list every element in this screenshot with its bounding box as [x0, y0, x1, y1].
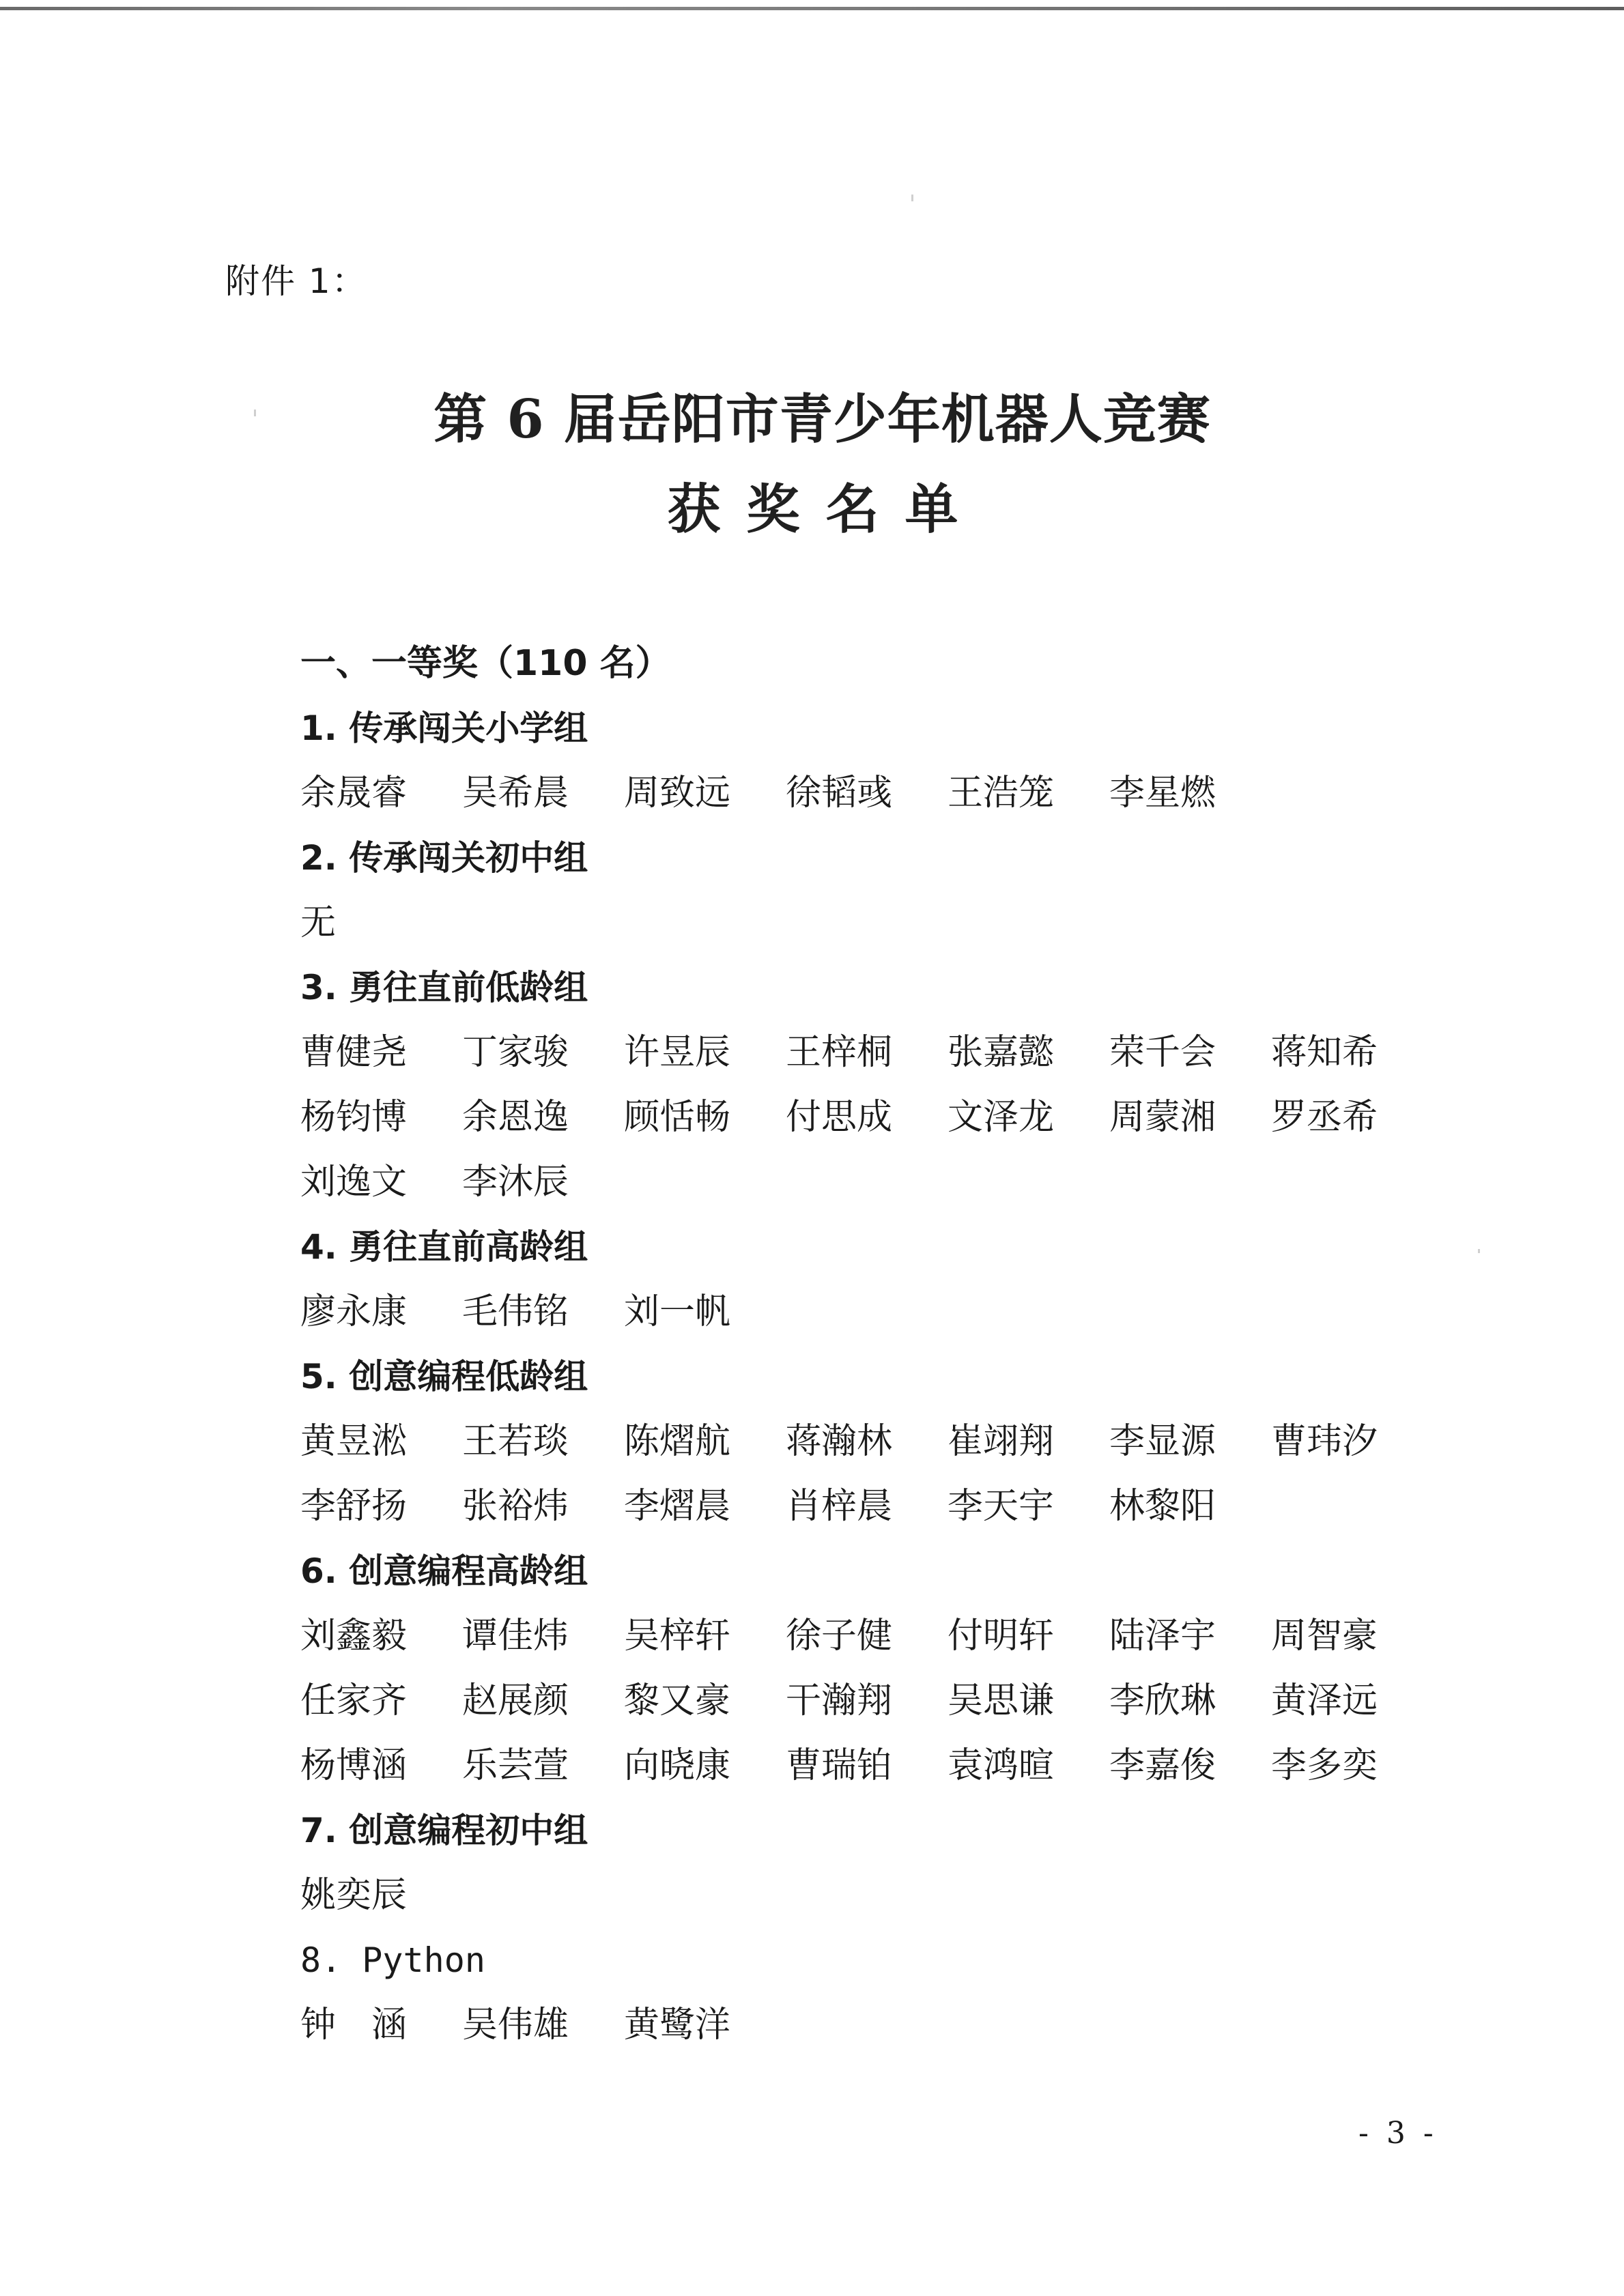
winner-name: 徐韬彧 [786, 773, 893, 814]
winner-name: 吴伟雄 [462, 2005, 569, 2046]
winner-name: 文泽龙 [948, 1097, 1055, 1138]
award-group [300, 1539, 1461, 1798]
winner-name: 吴梓轩 [624, 1616, 731, 1656]
winner-name: 李嘉俊 [1109, 1745, 1216, 1786]
winner-name: 荣千会 [1109, 1032, 1216, 1073]
winner-name: 崔翊翔 [948, 1421, 1055, 1462]
winner-name: 丁家骏 [462, 1032, 569, 1073]
group-heading: 5. 创意编程低龄组 [300, 1357, 588, 1396]
winner-name: 任家齐 [300, 1680, 408, 1721]
winner-name: 顾恬畅 [624, 1097, 731, 1138]
name-list [300, 1863, 1461, 1928]
winner-name: 黄鹭洋 [624, 2005, 731, 2046]
winner-name: 王浩笼 [948, 773, 1055, 814]
winner-name: 张嘉懿 [948, 1032, 1055, 1073]
scan-speck [911, 195, 913, 201]
winner-name: 陈熠航 [624, 1421, 731, 1462]
winner-name: 余恩逸 [462, 1097, 569, 1138]
name-list [300, 891, 1461, 956]
group-heading: 4. 勇往直前高龄组 [300, 1227, 588, 1267]
winner-name: 周致远 [624, 773, 731, 814]
winner-name: 谭佳炜 [462, 1616, 569, 1656]
winner-name: 袁鸿暄 [948, 1745, 1055, 1786]
winner-name: 曹瑞铂 [786, 1745, 893, 1786]
name-list [300, 1020, 1461, 1215]
winner-name: 吴思谦 [948, 1680, 1055, 1721]
award-list [300, 631, 1461, 2058]
award-group [300, 826, 1461, 956]
winner-name: 李熠晨 [624, 1486, 731, 1527]
document-title: 第 6 届岳阳市青少年机器人竞赛 [433, 388, 1211, 450]
group-heading: 2. 传承闯关初中组 [300, 838, 588, 878]
winner-name: 罗丞希 [1271, 1097, 1378, 1138]
group-heading: 7. 创意编程初中组 [300, 1811, 588, 1850]
winner-name: 乐芸萱 [462, 1745, 569, 1786]
name-list [300, 761, 1461, 826]
winner-name: 周智豪 [1271, 1616, 1378, 1656]
winner-name: 廖永康 [300, 1291, 408, 1332]
award-group [300, 1928, 1461, 2058]
winner-name: 向晓康 [624, 1745, 731, 1786]
award-group [300, 1215, 1461, 1345]
winner-name: 曹玮汐 [1271, 1421, 1378, 1462]
group-heading: 1. 传承闯关小学组 [300, 708, 588, 748]
winner-name: 李欣琳 [1109, 1680, 1216, 1721]
winner-name: 毛伟铭 [462, 1291, 569, 1332]
group-heading: 3. 勇往直前低龄组 [300, 968, 588, 1007]
winner-name: 黄泽远 [1271, 1680, 1378, 1721]
award-group [300, 1798, 1461, 1928]
winner-name: 付思成 [786, 1097, 893, 1138]
winner-name: 周蒙湘 [1109, 1097, 1216, 1138]
winner-name: 刘鑫毅 [300, 1616, 408, 1656]
winner-name: 付明轩 [948, 1616, 1055, 1656]
no-winner-text: 无 [300, 902, 337, 943]
winner-name: 李星燃 [1109, 773, 1216, 814]
winner-name: 黎又豪 [624, 1680, 731, 1721]
winner-name: 黄昱淞 [300, 1421, 408, 1462]
winner-name: 赵展颜 [462, 1680, 569, 1721]
winner-name: 姚奕辰 [300, 1875, 408, 1916]
award-group [300, 1345, 1461, 1539]
prize-heading-first: 一、一等奖（110 名） [300, 643, 671, 684]
scan-top-edge-rule [0, 7, 1624, 10]
scan-speck [1478, 1249, 1480, 1253]
winner-name: 李舒扬 [300, 1486, 408, 1527]
name-list [300, 1604, 1461, 1798]
winner-name: 蒋知希 [1271, 1032, 1378, 1073]
winner-name: 干瀚翔 [786, 1680, 893, 1721]
winner-name: 钟 涵 [300, 2005, 408, 2046]
winner-name: 李沐辰 [462, 1162, 569, 1203]
document-subtitle: 获奖名单 [667, 478, 984, 541]
winner-name: 余晟睿 [300, 773, 408, 814]
name-list [300, 1409, 1461, 1539]
winner-name: 许昱辰 [624, 1032, 731, 1073]
winner-name: 杨博涵 [300, 1745, 408, 1786]
winner-name: 刘一帆 [624, 1291, 731, 1332]
page-number: - 3 - [1358, 2116, 1438, 2151]
group-heading: 8. Python [300, 1940, 485, 1980]
name-list [300, 1280, 1461, 1345]
winner-name: 张裕炜 [462, 1486, 569, 1527]
award-group [300, 696, 1461, 826]
winner-name: 林黎阳 [1109, 1486, 1216, 1527]
attachment-label: 附件 1： [225, 261, 367, 301]
winner-name: 吴希晨 [462, 773, 569, 814]
winner-name: 刘逸文 [300, 1162, 408, 1203]
winner-name: 曹健尧 [300, 1032, 408, 1073]
winner-name: 李天宇 [948, 1486, 1055, 1527]
award-group [300, 956, 1461, 1215]
winner-name: 肖梓晨 [786, 1486, 893, 1527]
winner-name: 李多奕 [1271, 1745, 1378, 1786]
winner-name: 王梓桐 [786, 1032, 893, 1073]
name-list [300, 1993, 1461, 2058]
winner-name: 杨钧博 [300, 1097, 408, 1138]
winner-name: 蒋瀚林 [786, 1421, 893, 1462]
winner-name: 王若琰 [462, 1421, 569, 1462]
winner-name: 徐子健 [786, 1616, 893, 1656]
winner-name: 陆泽宇 [1109, 1616, 1216, 1656]
winner-name: 李显源 [1109, 1421, 1216, 1462]
group-heading: 6. 创意编程高龄组 [300, 1551, 588, 1591]
